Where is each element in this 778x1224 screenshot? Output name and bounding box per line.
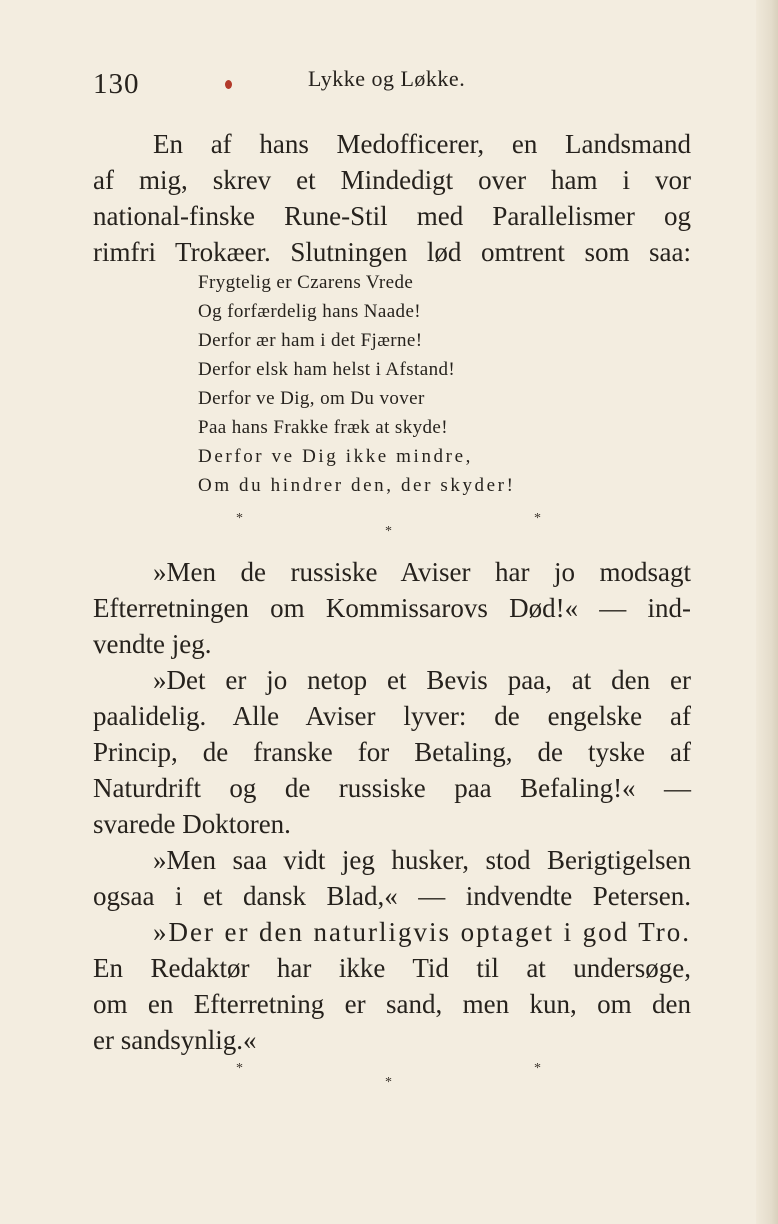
text-line: rimfri Trokæer. Slutningen lød omtrent som saa: [93, 237, 691, 267]
paragraph-1 [93, 126, 691, 270]
paragraph-4 [93, 842, 691, 914]
paragraph-5 [93, 914, 691, 1058]
asterism-star-right: * [534, 511, 541, 526]
page-edge-shadow [756, 0, 778, 1224]
text-line: Efterretningen om Kommissarovs Død!« — ind- [93, 593, 691, 623]
text-line: »Men saa vidt jeg husker, stod Berigtigelsen [153, 845, 691, 875]
page-number: 130 [93, 68, 140, 100]
text-line: En af hans Medofficerer, en Landsmand [153, 129, 691, 159]
page-header [0, 60, 778, 100]
text-line: om en Efterretning er sand, men kun, om den [93, 989, 691, 1019]
text-line: paalidelig. Alle Aviser lyver: de engelske af [93, 701, 691, 731]
asterism-star-center: * [385, 1075, 392, 1090]
text-line: vendte jeg. [93, 629, 212, 659]
text-line: Naturdrift og de russiske paa Befaling!« — [93, 773, 691, 803]
text-line: »Men de russiske Aviser har jo modsagt [153, 557, 691, 587]
asterism-star-right: * [534, 1061, 541, 1076]
text-line: af mig, skrev et Mindedigt over ham i vor [93, 165, 691, 195]
paragraph-2 [93, 554, 691, 662]
verse-block [198, 268, 618, 500]
text-line: En Redaktør har ikke Tid til at undersøge, [93, 953, 691, 983]
ink-dot [225, 80, 232, 89]
asterism-star-left: * [236, 1061, 243, 1076]
text-line: er sandsynlig.« [93, 1025, 257, 1055]
verse-line: Derfor ve Dig, om Du vover [198, 388, 425, 409]
verse-line: Derfor elsk ham helst i Afstand! [198, 359, 456, 380]
text-line: »Det er jo netop et Bevis paa, at den er [153, 665, 691, 695]
text-line: ogsaa i et dansk Blad,« — indvendte Petersen. [93, 881, 691, 911]
verse-line: Og forfærdelig hans Naade! [198, 301, 422, 322]
text-line: »Der er den naturligvis optaget i god Tro. [153, 917, 691, 947]
verse-line: Derfor ær ham i det Fjærne! [198, 330, 423, 351]
running-title: Lykke og Løkke. [308, 66, 466, 91]
asterism-star-center: * [385, 524, 392, 539]
verse-line: Frygtelig er Czarens Vrede [198, 272, 414, 293]
verse-line: Derfor ve Dig ikke mindre, [198, 446, 473, 467]
asterism-star-left: * [236, 511, 243, 526]
text-line: Princip, de franske for Betaling, de tyske af [93, 737, 691, 767]
text-line: svarede Doktoren. [93, 809, 291, 839]
verse-line: Paa hans Frakke fræk at skyde! [198, 417, 448, 438]
verse-line: Om du hindrer den, der skyder! [198, 475, 516, 496]
text-line: national-finske Rune-Stil med Parallelismer og [93, 201, 691, 231]
paragraph-3 [93, 662, 691, 842]
